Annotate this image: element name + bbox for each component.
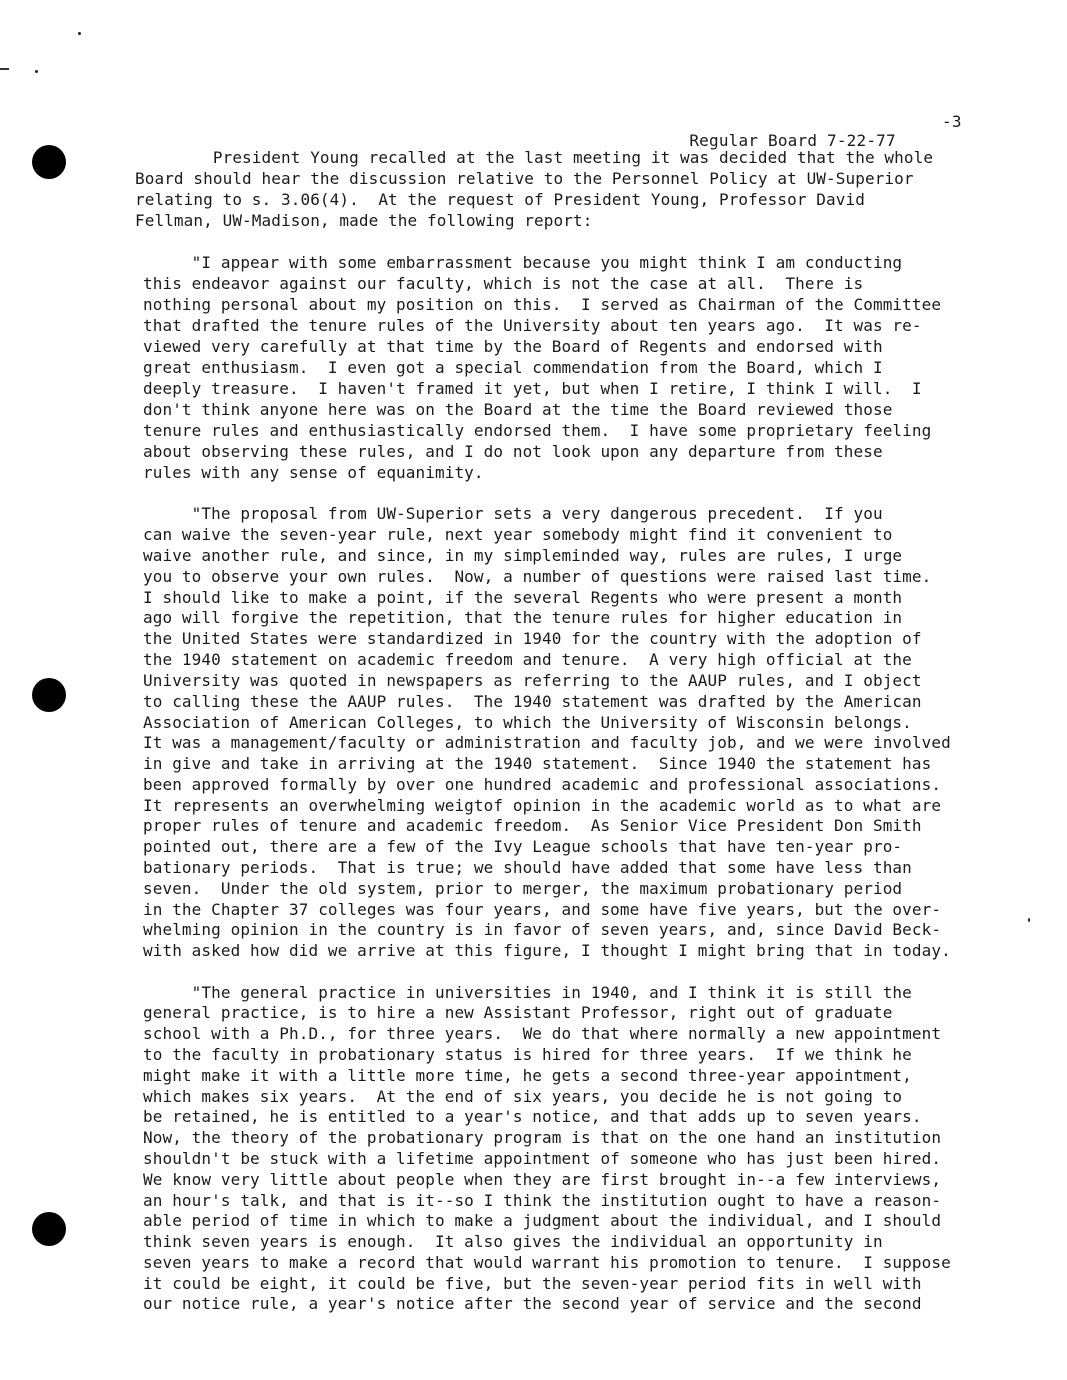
text-line: relating to s. 3.06(4). At the request of President Young, Professor David [135, 190, 865, 209]
text-line: Fellman, UW-Madison, made the following report: [135, 211, 593, 230]
text-line: nothing personal about my position on this. I served as Chairman of the Committee [143, 295, 942, 314]
text-line: President Young recalled at the last meeting it was decided that the whole [135, 148, 934, 167]
text-line: waive another rule, and since, in my simpleminded way, rules are rules, I urge [143, 546, 903, 565]
text-line: seven. Under the old system, prior to merger, the maximum probationary period [143, 879, 903, 898]
text-line: might make it with a little more time, he gets a second three-year appointment, [143, 1066, 912, 1085]
text-line: We know very little about people when they are first brought in--a few interviews, [143, 1170, 942, 1189]
text-line: viewed very carefully at that time by the Board of Regents and endorsed with [143, 337, 883, 356]
text-line: shouldn't be stuck with a lifetime appointment of someone who has just been hired. [143, 1149, 942, 1168]
text-line: great enthusiasm. I even got a special commendation from the Board, which I [143, 358, 883, 377]
text-line: "I appear with some embarrassment because you might think I am conducting [143, 253, 903, 272]
text-line: Now, the theory of the probationary program is that on the one hand an institution [143, 1128, 942, 1147]
scan-speck [35, 70, 38, 73]
text-line: Board should hear the discussion relative to the Personnel Policy at UW-Superior [135, 169, 914, 188]
text-line: whelming opinion in the country is in favor of seven years, and, since David Beck- [143, 920, 942, 939]
text-line: pointed out, there are a few of the Ivy League schools that have ten-year pro- [143, 837, 903, 856]
text-line: tenure rules and enthusiastically endorsed them. I have some proprietary feeling [143, 421, 932, 440]
text-line: be retained, he is entitled to a year's notice, and that adds up to seven years. [143, 1107, 922, 1126]
text-line: proper rules of tenure and academic freedom. As Senior Vice President Don Smith [143, 816, 922, 835]
text-line: It represents an overwhelming weigtof opinion in the academic world as to what are [143, 796, 942, 815]
scan-speck [78, 32, 81, 35]
text-line: you to observe your own rules. Now, a number of questions were raised last time. [143, 567, 932, 586]
punch-hole-middle [32, 678, 66, 712]
text-line: can waive the seven-year rule, next year somebody might find it convenient to [143, 525, 893, 544]
text-line: the United States were standardized in 1940 for the country with the adoption of [143, 629, 922, 648]
text-line: our notice rule, a year's notice after the second year of service and the second [143, 1294, 922, 1313]
text-line: "The general practice in universities in 1940, and I think it is still the [143, 983, 912, 1002]
text-line: it could be eight, it could be five, but the seven-year period fits in well with [143, 1274, 922, 1293]
scan-edge-mark [0, 68, 9, 70]
text-line: which makes six years. At the end of six years, you decide he is not going to [143, 1087, 903, 1106]
text-line: in give and take in arriving at the 1940 statement. Since 1940 the statement has [143, 754, 932, 773]
scan-speck [1028, 918, 1030, 922]
text-line: University was quoted in newspapers as referring to the AAUP rules, and I object [143, 671, 922, 690]
text-line: "The proposal from UW-Superior sets a very dangerous precedent. If you [143, 504, 883, 523]
text-line: rules with any sense of equanimity. [143, 463, 484, 482]
text-line: ago will forgive the repetition, that the tenure rules for higher education in [143, 608, 903, 627]
text-line: that drafted the tenure rules of the University about ten years ago. It was re- [143, 316, 922, 335]
text-line: bationary periods. That is true; we should have added that some have less than [143, 858, 912, 877]
text-line: school with a Ph.D., for three years. We do that where normally a new appointment [143, 1024, 942, 1043]
text-line: to the faculty in probationary status is hired for three years. If we think he [143, 1045, 912, 1064]
text-line: to calling these the AAUP rules. The 1940 statement was drafted by the American [143, 692, 922, 711]
text-line: this endeavor against our faculty, which is not the case at all. There is [143, 274, 864, 293]
text-line: I should like to make a point, if the several Regents who were present a month [143, 588, 903, 607]
text-line: able period of time in which to make a judgment about the individual, and I should [143, 1211, 942, 1230]
text-line: It was a management/faculty or administration and faculty job, and we were involved [143, 733, 951, 752]
text-line: with asked how did we arrive at this figure, I thought I might bring that in today. [143, 941, 951, 960]
text-line: Association of American Colleges, to which the University of Wisconsin belongs. [143, 713, 912, 732]
text-line: about observing these rules, and I do not look upon any departure from these [143, 442, 883, 461]
text-line: don't think anyone here was on the Board at the time the Board reviewed those [143, 400, 893, 419]
text-line: an hour's talk, and that is it--so I think the institution ought to have a reason- [143, 1191, 942, 1210]
text-line: think seven years is enough. It also gives the individual an opportunity in [143, 1232, 883, 1251]
punch-hole-bottom [32, 1212, 66, 1246]
text-line: general practice, is to hire a new Assistant Professor, right out of graduate [143, 1003, 893, 1022]
text-line: in the Chapter 37 colleges was four years, and some have five years, but the over- [143, 900, 942, 919]
text-line: seven years to make a record that would warrant his promotion to tenure. I suppose [143, 1253, 951, 1272]
text-line: the 1940 statement on academic freedom and tenure. A very high official at the [143, 650, 912, 669]
header-title: Regular Board 7-22-77 [689, 131, 896, 150]
text-line: been approved formally by over one hundred academic and professional associations. [143, 775, 942, 794]
punch-hole-top [32, 145, 66, 179]
text-line: deeply treasure. I haven't framed it yet, but when I retire, I think I will. I [143, 379, 922, 398]
page-number: -3 [942, 112, 962, 131]
